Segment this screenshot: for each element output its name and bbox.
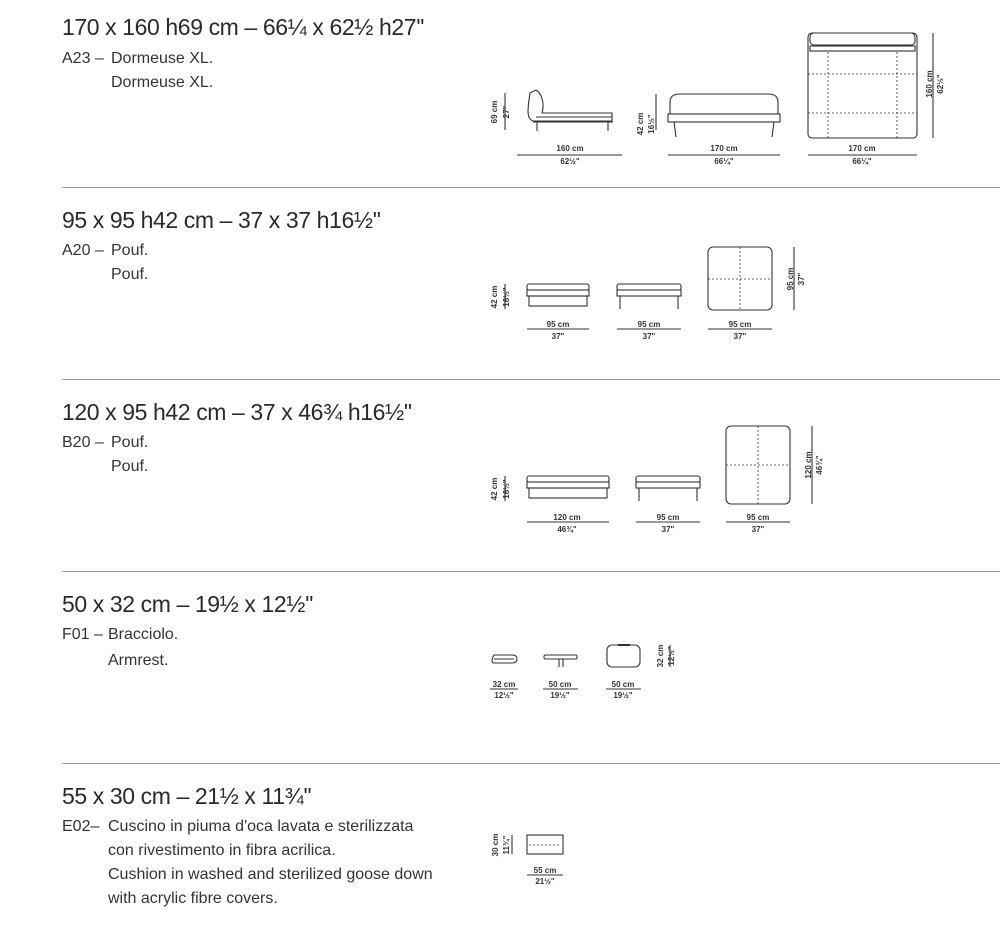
top-view-drawing xyxy=(808,33,917,138)
height-cm: 42 cm xyxy=(490,477,499,501)
product-code: E02– xyxy=(62,818,100,835)
technical-drawings xyxy=(0,576,1000,766)
top-depth-in: 62½" xyxy=(936,74,945,94)
side-view-drawing xyxy=(527,476,609,482)
front-view-drawing xyxy=(670,94,778,114)
technical-drawings xyxy=(0,0,1000,190)
side-view-drawing xyxy=(527,284,589,290)
width-1-in: 37" xyxy=(551,332,565,341)
width-3-in: 19½" xyxy=(613,691,633,700)
width-2-in: 37" xyxy=(642,332,656,341)
product-dimensions: 170 x 160 h69 cm – 66¼ x 62½ h27'' xyxy=(62,14,425,40)
product-desc-en: Armrest. xyxy=(108,652,169,669)
product-dimensions: 55 x 30 cm – 21½ x 11¾'' xyxy=(62,783,312,809)
product-dimensions: 95 x 95 h42 cm – 37 x 37 h16½'' xyxy=(62,207,381,233)
width-3-in: 37" xyxy=(751,525,765,534)
product-desc-it: Pouf. xyxy=(111,434,149,451)
height-in: 27" xyxy=(502,105,511,119)
height-in: 16½" xyxy=(502,479,511,499)
product-dimensions: 50 x 32 cm – 19½ x 12½'' xyxy=(62,591,314,617)
height-in: 16½" xyxy=(502,287,511,307)
cushion-drawing xyxy=(527,835,563,854)
width-2-cm: 50 cm xyxy=(548,680,572,689)
armrest-top-drawing xyxy=(607,645,640,667)
width-1-cm: 32 cm xyxy=(492,680,516,689)
depth-in: 46¾" xyxy=(815,455,824,475)
product-desc-en-1: Cushion in washed and sterilized goose down xyxy=(108,866,433,883)
technical-drawings xyxy=(0,384,1000,574)
height-cm: 42 cm xyxy=(490,285,499,309)
front-view-drawing xyxy=(636,476,700,482)
height-in: 12½" xyxy=(667,646,676,666)
front-width-in: 66¼" xyxy=(714,157,734,166)
front-view-drawing xyxy=(617,284,681,290)
product-code: B20 – xyxy=(62,434,104,451)
technical-drawings xyxy=(0,192,1000,382)
height-cm: 69 cm xyxy=(490,100,499,124)
side-view-drawing xyxy=(528,90,612,121)
product-desc-en-2: with acrylic fibre covers. xyxy=(108,890,278,907)
width-3-cm: 95 cm xyxy=(746,513,770,522)
section-divider xyxy=(62,379,1000,380)
width-3-cm: 95 cm xyxy=(728,320,752,329)
product-dimensions: 120 x 95 h42 cm – 37 x 46¾ h16½'' xyxy=(62,399,412,425)
product-code: A23 – xyxy=(62,50,104,67)
front-height-in: 16½" xyxy=(647,114,656,134)
technical-drawings xyxy=(0,768,1000,950)
depth-cm: 95 cm xyxy=(786,267,795,291)
product-desc-it-2: con rivestimento in fibra acrilica. xyxy=(108,842,336,859)
width-3-cm: 50 cm xyxy=(611,680,635,689)
width-3-in: 37" xyxy=(733,332,747,341)
width-1-cm: 95 cm xyxy=(546,320,570,329)
front-height-cm: 42 cm xyxy=(636,112,645,136)
product-desc-en: Dormeuse XL. xyxy=(111,74,214,91)
product-desc-it: Pouf. xyxy=(111,242,149,259)
product-desc-en: Pouf. xyxy=(111,458,149,475)
product-desc-en: Pouf. xyxy=(111,266,149,283)
armrest-front-drawing xyxy=(544,655,577,659)
top-width-cm: 170 cm xyxy=(848,144,876,153)
width-1-in: 46¾" xyxy=(557,525,577,534)
product-desc-it-1: Cuscino in piuma d'oca lavata e sterilizzata xyxy=(108,818,414,835)
section-divider xyxy=(62,187,1000,188)
product-code: A20 – xyxy=(62,242,104,259)
product-desc-it: Dormeuse XL. xyxy=(111,50,214,67)
width-1-in: 12½" xyxy=(494,691,514,700)
width-cm: 55 cm xyxy=(533,866,557,875)
section-divider xyxy=(62,571,1000,572)
side-width-in: 62½" xyxy=(560,157,580,166)
width-2-cm: 95 cm xyxy=(637,320,661,329)
depth-cm: 120 cm xyxy=(804,451,813,479)
section-divider xyxy=(62,763,1000,764)
side-width-cm: 160 cm xyxy=(556,144,584,153)
product-desc-it: Bracciolo. xyxy=(108,626,179,643)
width-1-cm: 120 cm xyxy=(553,513,581,522)
top-width-in: 66¼" xyxy=(852,157,872,166)
width-2-in: 19½" xyxy=(550,691,570,700)
product-code: F01 – xyxy=(62,626,103,643)
width-in: 21½" xyxy=(535,877,555,886)
height-in: 11¾" xyxy=(502,835,511,855)
front-width-cm: 170 cm xyxy=(710,144,738,153)
top-depth-cm: 160 cm xyxy=(925,70,934,98)
depth-in: 37" xyxy=(797,272,806,286)
width-2-cm: 95 cm xyxy=(656,513,680,522)
height-cm: 32 cm xyxy=(656,644,665,668)
width-2-in: 37" xyxy=(661,525,675,534)
height-cm: 30 cm xyxy=(491,833,500,857)
